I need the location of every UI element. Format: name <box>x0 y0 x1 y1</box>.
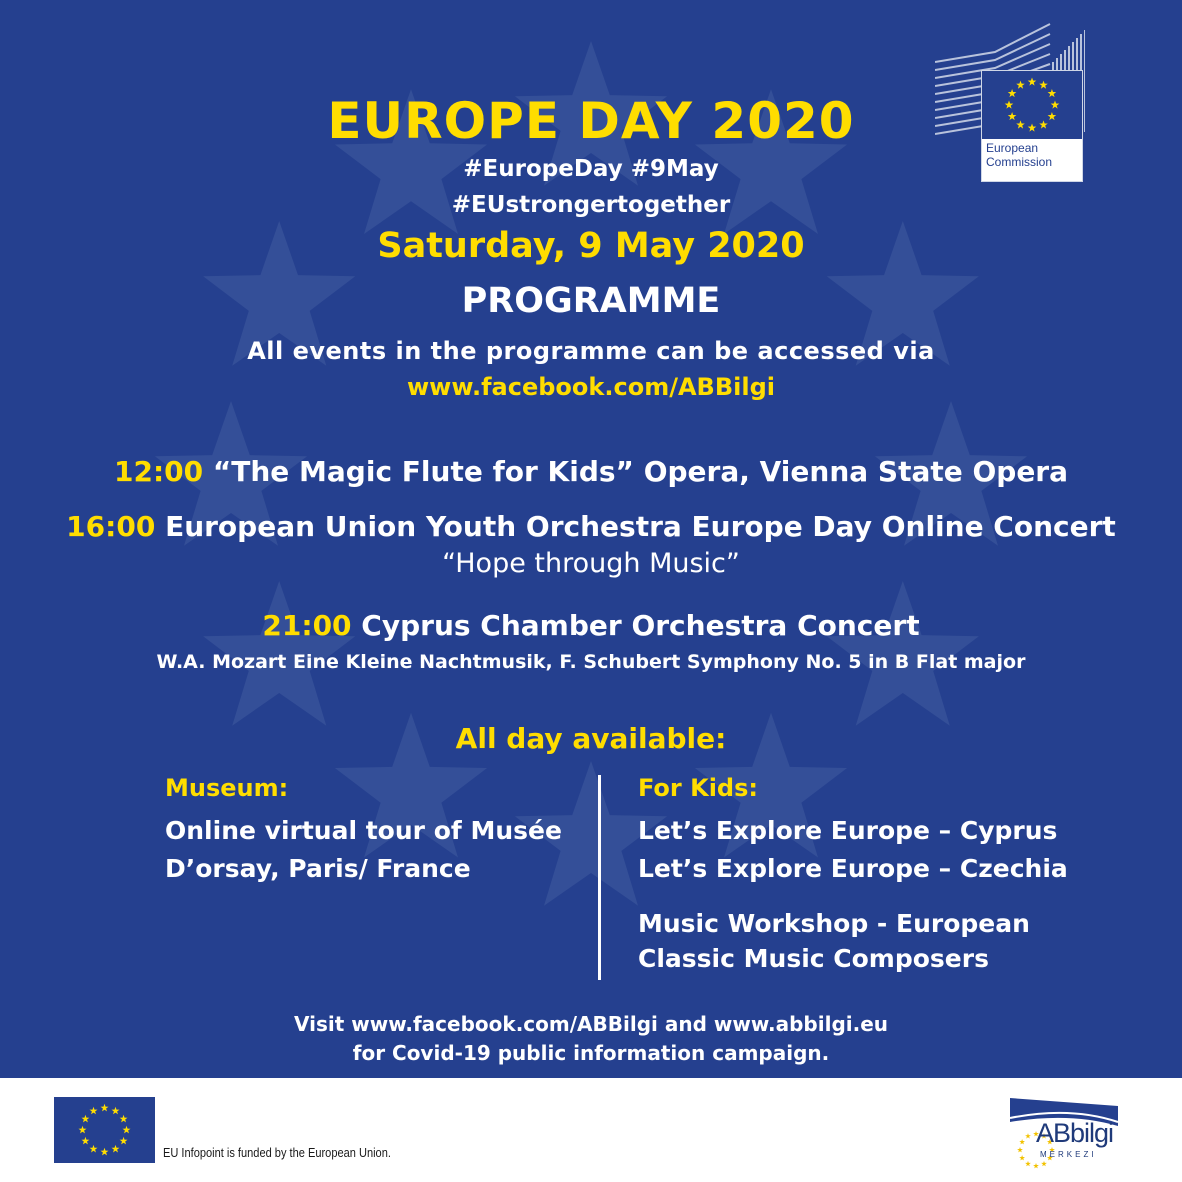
event-date: Saturday, 9 May 2020 <box>377 226 805 266</box>
workshop-line-1: Music Workshop - European <box>638 909 1030 938</box>
flag-star <box>1039 81 1048 89</box>
column-divider <box>598 775 601 980</box>
event-2-title: European Union Youth Orchestra Europe Day Online Concert <box>165 510 1116 543</box>
flag-star <box>112 1145 120 1153</box>
flag-star <box>123 1126 131 1134</box>
logo-star <box>1041 1161 1047 1166</box>
ec-logo-label-line2: Commission <box>986 155 1053 169</box>
kids-line-2: Let’s Explore Europe – Czechia <box>638 854 1068 883</box>
event-3-time: 21:00 <box>262 609 352 642</box>
hashtags-line2: #EUstrongertogether <box>451 192 731 218</box>
flag-star <box>1028 78 1037 86</box>
logo-star <box>1017 1147 1023 1152</box>
visit-line-1: Visit www.facebook.com/ABBilgi and www.abbilgi.eu <box>293 1012 889 1036</box>
flag-star <box>1016 81 1025 89</box>
flag-star <box>120 1137 128 1145</box>
funding-statement: EU Infopoint is funded by the European Union. <box>163 1145 391 1160</box>
ec-logo-label-line1: European <box>986 141 1039 155</box>
poster-title: EUROPE DAY 2020 <box>327 92 855 150</box>
flag-star <box>101 1148 109 1156</box>
event-2-time: 16:00 <box>66 510 156 543</box>
eu-flag-footer-icon <box>54 1097 155 1163</box>
logo-star <box>1025 1161 1031 1166</box>
museum-line-1: Online virtual tour of Musée <box>165 816 562 845</box>
logo-star <box>1019 1155 1025 1160</box>
workshop-line-2: Classic Music Composers <box>638 944 989 973</box>
flag-star <box>79 1126 87 1134</box>
flag-star <box>120 1115 128 1123</box>
logo-star <box>1025 1133 1031 1139</box>
logo-star <box>1033 1163 1039 1168</box>
flag-star <box>82 1137 90 1145</box>
facebook-link[interactable]: www.facebook.com/ABBilgi <box>407 373 775 401</box>
hashtags-line1: #EuropeDay #9May <box>463 156 719 182</box>
flag-star <box>82 1115 90 1123</box>
event-3-subtitle: W.A. Mozart Eine Kleine Nachtmusik, F. Schubert Symphony No. 5 in B Flat major <box>156 651 1026 673</box>
flag-star <box>112 1107 120 1115</box>
all-day-heading: All day available: <box>455 722 727 755</box>
event-1-time: 12:00 <box>113 455 204 488</box>
abbilgi-logo-text: ABbilgi <box>1036 1118 1114 1148</box>
museum-line-2: D’orsay, Paris/ France <box>165 854 471 883</box>
event-2-subtitle: “Hope through Music” <box>442 548 740 579</box>
logo-star <box>1019 1139 1025 1144</box>
kids-line-1: Let’s Explore Europe – Cyprus <box>638 816 1058 845</box>
programme-heading: PROGRAMME <box>461 281 721 321</box>
event-1-title: “The Magic Flute for Kids” Opera, Vienna State Opera <box>212 455 1069 488</box>
event-3 <box>0 609 1182 642</box>
flag-star <box>101 1104 109 1112</box>
flag-star <box>90 1145 98 1153</box>
event-1 <box>0 455 1182 488</box>
abbilgi-logo-subtext: MERKEZI <box>1040 1150 1097 1159</box>
kids-column <box>638 774 1068 976</box>
flag-star <box>90 1107 98 1115</box>
event-2 <box>0 510 1182 543</box>
museum-column <box>165 774 562 888</box>
museum-heading: Museum: <box>165 774 289 802</box>
access-text: All events in the programme can be accessed via <box>247 337 935 365</box>
event-3-title: Cyprus Chamber Orchestra Concert <box>361 609 920 642</box>
kids-heading: For Kids: <box>638 774 758 802</box>
visit-line-2: for Covid-19 public information campaign. <box>352 1041 830 1065</box>
